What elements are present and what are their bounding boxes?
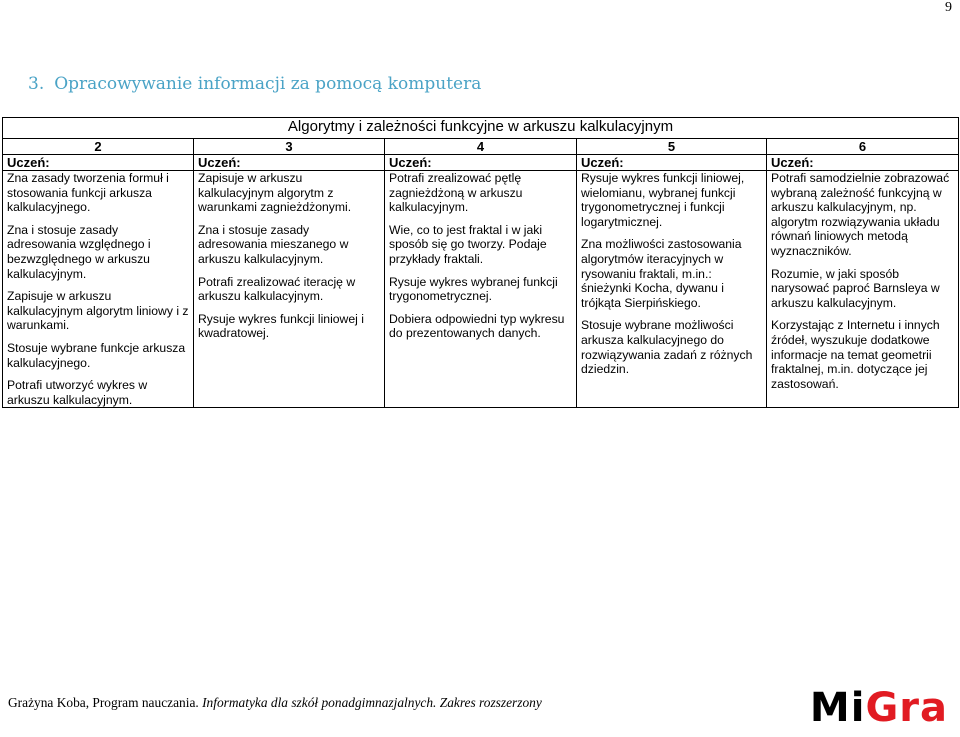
requirement-item: Korzystając z Internetu i innych źródeł, wyszukuje dodatkowe informacje na temat geometrii fraktalnej, m.in. dotyczące jej zastosowań.	[771, 318, 940, 391]
column-header: Uczeń:	[385, 155, 577, 171]
column-header: Uczeń:	[3, 155, 194, 171]
column-content	[3, 171, 194, 408]
column-content	[577, 171, 767, 408]
requirement-item: Rysuje wykres funkcji liniowej, wielomianu, wybranej funkcji trygonometrycznej i funkcji logarytmicznej.	[581, 171, 745, 229]
logo-part-2: Gra	[865, 685, 948, 731]
requirement-item: Wie, co to jest fraktal i w jaki sposób się go tworzy. Podaje przykłady fraktali.	[389, 222, 547, 266]
footer-author: Grażyna Koba, Program nauczania.	[8, 695, 203, 710]
requirement-item: Zapisuje w arkuszu kalkulacyjnym algorytm z warunkami zagnieżdżonymi.	[198, 171, 352, 215]
requirement-item: Rozumie, w jaki sposób narysować paproć Barnsleya w arkuszu kalkulacyjnym.	[771, 266, 940, 310]
section-heading	[28, 74, 481, 94]
column-content	[767, 171, 959, 408]
footer-book-title: Informatyka dla szkół ponadgimnazjalnych. Zakres rozszerzony	[202, 695, 542, 710]
requirement-item: Stosuje wybrane funkcje arkusza kalkulacyjnego.	[7, 340, 186, 370]
requirement-item: Dobiera odpowiedni typ wykresu do prezentowanych danych.	[389, 311, 565, 341]
section-title: Opracowywanie informacji za pomocą komputera	[54, 74, 482, 94]
column-content	[194, 171, 385, 408]
column-header-row	[3, 155, 959, 171]
publisher-logo	[810, 686, 948, 730]
requirement-item: Zna i stosuje zasady adresowania względnego i bezwzględnego w arkuszu kalkulacyjnym.	[7, 222, 151, 281]
column-header: Uczeń:	[577, 155, 767, 171]
requirement-item: Stosuje wybrane możliwości arkusza kalkulacyjnego do rozwiązywania zadań z różnych dziedzin.	[581, 318, 753, 377]
requirement-item: Potrafi utworzyć wykres w arkuszu kalkulacyjnym.	[7, 378, 148, 407]
requirement-item: Zapisuje w arkuszu kalkulacyjnym algorytm liniowy i z warunkami.	[7, 289, 189, 333]
column-header: Uczeń:	[767, 155, 959, 171]
footer-citation	[8, 695, 542, 711]
table-title: Algorytmy i zależności funkcyjne w arkuszu kalkulacyjnym	[3, 118, 959, 139]
column-content	[385, 171, 577, 408]
page-number: 9	[945, 0, 952, 15]
requirement-item: Rysuje wykres funkcji liniowej i kwadratowej.	[198, 311, 364, 341]
column-number: 3	[194, 139, 385, 155]
requirement-item: Potrafi zrealizować pętlę zagnieżdżoną w arkuszu kalkulacyjnym.	[389, 171, 523, 215]
requirement-item: Zna możliwości zastosowania algorytmów iteracyjnych w rysowaniu fraktali, m.in.: śnieżynki Kocha, dywanu i trójkąta Sierpińskiego.	[581, 237, 742, 310]
requirements-table	[2, 117, 959, 408]
column-number: 2	[3, 139, 194, 155]
requirement-item: Rysuje wykres wybranej funkcji trygonometrycznej.	[389, 274, 558, 304]
section-number: 3.	[28, 74, 45, 94]
column-number: 5	[577, 139, 767, 155]
logo-part-1: Mi	[809, 685, 866, 731]
requirement-item: Zna zasady tworzenia formuł i stosowania funkcji arkusza kalkulacyjnego.	[7, 171, 169, 215]
column-number: 4	[385, 139, 577, 155]
requirement-item: Zna i stosuje zasady adresowania mieszanego w arkuszu kalkulacyjnym.	[198, 222, 349, 266]
column-header: Uczeń:	[194, 155, 385, 171]
column-number-row	[3, 139, 959, 155]
requirement-item: Potrafi zrealizować iterację w arkuszu kalkulacyjnym.	[198, 274, 356, 304]
content-row	[3, 171, 959, 408]
column-number: 6	[767, 139, 959, 155]
requirement-item: Potrafi samodzielnie zobrazować wybraną zależność funkcyjną w arkuszu kalkulacyjnym, np. algorytm rozwiązywania układu równań liniowych metodą wyznaczników.	[771, 171, 950, 258]
